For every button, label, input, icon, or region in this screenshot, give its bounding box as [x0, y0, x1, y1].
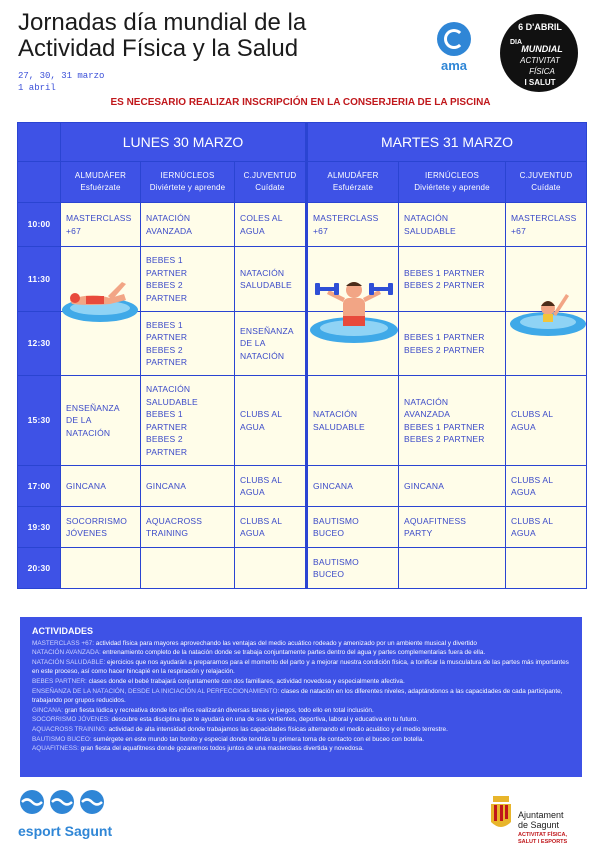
schedule-table	[17, 122, 587, 589]
world-day-badge	[496, 8, 582, 94]
activity-description: clases donde el bebé trabajará conjuntamente con dos familiares, actividad novedosa y especialmente afectiva.	[86, 677, 405, 685]
schedule-cell: CLUBS AL AGUA	[506, 466, 587, 507]
schedule-cell: GINCANA	[141, 466, 235, 507]
activity-term: SOCORRISMO JÓVENES:	[32, 716, 110, 724]
schedule-cell: BAUTISMO BUCEO	[307, 507, 399, 548]
corner-cell	[18, 162, 61, 203]
activity-item	[32, 677, 570, 687]
badge-line-1: 6 D'ABRIL	[518, 22, 562, 32]
activity-description: clases de natación en los diferentes niveles, adaptándonos a las capacidades de cada participante, trabajando por grupos reducidos.	[32, 687, 563, 705]
venue-header	[61, 162, 141, 203]
ajuntament-name	[518, 810, 564, 830]
schedule-cell	[61, 548, 141, 589]
time-slot: 20:30	[18, 548, 61, 589]
activity-term: BAUTISMO BUCEO:	[32, 735, 92, 743]
time-slot: 11:30	[18, 247, 61, 312]
schedule-cell: CLUBS AL AGUA	[235, 376, 307, 466]
activity-item	[32, 715, 570, 725]
venue-tagline: Esfuérzate	[80, 183, 121, 192]
schedule-row	[18, 376, 587, 466]
schedule-cell: BEBES 1 PARTNER BEBES 2 PARTNER	[399, 247, 506, 312]
time-slot: 10:00	[18, 203, 61, 247]
event-dates	[18, 70, 104, 94]
venue-name: C.JUVENTUD	[243, 171, 297, 180]
activity-description: descubre esta disciplina que te ayudará en una de sus vertientes, deportiva, laboral y educativa en tu futuro.	[109, 716, 419, 724]
schedule-cell: GINCANA	[399, 466, 506, 507]
schedule-cell	[61, 312, 141, 376]
badge-line-4: ACTIVITAT	[520, 56, 560, 65]
schedule-cell: NATACIÓN AVANZADA	[141, 203, 235, 247]
time-slot: 12:30	[18, 312, 61, 376]
esport-label: esport Sagunt	[18, 823, 113, 839]
schedule-cell	[506, 312, 587, 376]
ajuntament-line-1: Ajuntament	[518, 810, 564, 820]
schedule-cell: CLUBS AL AGUA	[506, 376, 587, 466]
ajuntament-sub-1: ACTIVITAT FÍSICA,	[518, 832, 567, 838]
badge-line-6: I SALUT	[524, 78, 556, 87]
schedule-cell	[141, 548, 235, 589]
schedule-cell: COLES AL AGUA	[235, 203, 307, 247]
ajuntament-sub-2: SALUT I ESPORTS	[518, 838, 568, 845]
dates-line-2: 1 abril	[18, 83, 56, 93]
activity-term: AQUAFITNESS:	[32, 745, 79, 753]
venue-header	[141, 162, 235, 203]
day-header-monday: LUNES 30 MARZO	[61, 123, 307, 162]
activities-list	[32, 639, 570, 754]
venue-header	[506, 162, 587, 203]
schedule-cell: MASTERCLASS +67	[307, 203, 399, 247]
schedule-cell: NATACIÓN SALUDABLE	[235, 247, 307, 312]
registration-notice: ES NECESARIO REALIZAR INSCRIPCIÓN EN LA CONSERJERIA DE LA PISCINA	[110, 97, 491, 108]
schedule-cell: NATACIÓN SALUDABLE	[307, 376, 399, 466]
ajuntament-line-2: de Sagunt	[518, 820, 560, 830]
schedule-cell: NATACIÓN SALUDABLE BEBES 1 PARTNER BEBES 2 PARTNER	[141, 376, 235, 466]
activity-term: NATACIÓN SALUDABLE:	[32, 658, 106, 666]
schedule-cell: MASTERCLASS +67	[506, 203, 587, 247]
ama-label: ama	[440, 58, 468, 73]
schedule-cell: AQUACROSS TRAINING	[141, 507, 235, 548]
schedule-cell: MASTERCLASS +67	[61, 203, 141, 247]
dates-line-1: 27, 30, 31 marzo	[18, 71, 105, 81]
schedule-cell	[506, 548, 587, 589]
schedule-cell: ENSEÑANZA DE LA NATACIÓN	[61, 376, 141, 466]
schedule-row	[18, 548, 587, 589]
venue-tagline: Diviértete y aprende	[149, 183, 226, 192]
time-slot: 17:00	[18, 466, 61, 507]
schedule-cell	[506, 247, 587, 312]
activity-term: AQUACROSS TRAINING:	[32, 725, 107, 733]
page-title	[18, 10, 306, 62]
ama-logo	[434, 22, 474, 73]
activity-item	[32, 648, 570, 658]
schedule-cell: BEBES 1 PARTNER BEBES 2 PARTNER	[141, 247, 235, 312]
activity-item	[32, 725, 570, 735]
schedule-cell: GINCANA	[61, 466, 141, 507]
schedule-cell: BAUTISMO BUCEO	[307, 548, 399, 589]
activity-item	[32, 735, 570, 745]
corner-cell	[18, 123, 61, 162]
ama-wave-icon	[437, 22, 471, 56]
venue-tagline: Esfuérzate	[332, 183, 374, 192]
schedule-cell: GINCANA	[307, 466, 399, 507]
schedule-cell	[61, 247, 141, 312]
venue-name: IERNÚCLEOS	[160, 171, 215, 180]
activity-item	[32, 706, 570, 716]
activity-description: gran fiesta del aquafitness donde gozaremos todos juntos de una masterclass divertida y novedosa.	[78, 745, 364, 753]
schedule-cell: ENSEÑANZA DE LA NATACIÓN	[235, 312, 307, 376]
schedule-cell: BEBES 1 PARTNER BEBES 2 PARTNER	[141, 312, 235, 376]
activity-term: GINCANA:	[32, 706, 63, 714]
schedule-cell: AQUAFITNESS PARTY	[399, 507, 506, 548]
activities-heading: ACTIVIDADES	[32, 626, 94, 636]
activity-description: ejercicios que nos ayudarán a prepararnos para el momento del parto y a mejorar nuestra condición física, a tonificar la musculatura de las partes más importantes en este proceso, así como hacer hincapié en la respiración y relajación.	[32, 658, 569, 676]
venue-tagline: Cuídate	[255, 183, 285, 192]
venue-header	[307, 162, 399, 203]
title-line-2: Actividad Física y la Salud	[18, 35, 299, 62]
schedule-cell: CLUBS AL AGUA	[235, 466, 307, 507]
coat-of-arms-icon	[488, 792, 514, 840]
venue-row	[18, 162, 587, 203]
venue-name: ALMUDÁFER	[74, 171, 127, 180]
venue-header	[235, 162, 307, 203]
schedule-row	[18, 466, 587, 507]
activity-description: sumérgete en este mundo tan bonito y especial donde tendrás tu primera toma de contacto con el buceo con botella.	[91, 735, 425, 743]
activity-description: entrenamiento completo de la natación donde se trabaja conjuntamente partes dentro del agua y partes complementarias fuera de ella.	[100, 649, 486, 657]
schedule-cell: SOCORRISMO JÓVENES	[61, 507, 141, 548]
schedule-cell	[235, 548, 307, 589]
ajuntament-department	[518, 832, 567, 845]
title-line-1: Jornadas día mundial de la	[18, 9, 307, 36]
schedule-cell	[399, 548, 506, 589]
schedule-cell	[307, 312, 399, 376]
schedule-cell	[307, 247, 399, 312]
day-header-tuesday: MARTES 31 MARZO	[307, 123, 587, 162]
venue-name: C.JUVENTUD	[519, 171, 573, 180]
schedule-cell: NATACIÓN SALUDABLE	[399, 203, 506, 247]
schedule-row	[18, 247, 587, 312]
venue-name: ALMUDÁFER	[327, 171, 379, 180]
schedule-row	[18, 203, 587, 247]
venue-header	[399, 162, 506, 203]
badge-line-2: DIA	[510, 39, 523, 46]
activity-term: BEBES PARTNER:	[32, 677, 87, 685]
venue-tagline: Cuídate	[531, 183, 561, 192]
activity-term: MASTERCLASS +67:	[32, 639, 94, 647]
schedule-cell: CLUBS AL AGUA	[235, 507, 307, 548]
schedule-row	[18, 312, 587, 376]
activities-box	[20, 617, 582, 777]
time-slot: 15:30	[18, 376, 61, 466]
activity-item	[32, 658, 570, 677]
esport-sagunt-logo	[18, 788, 128, 839]
schedule-cell: BEBES 1 PARTNER BEBES 2 PARTNER	[399, 312, 506, 376]
time-slot: 19:30	[18, 507, 61, 548]
activity-item	[32, 639, 570, 649]
activity-description: actividad de alta intensidad donde trabajamos las capacidades físicas alternando el medio acuático y el medio terrestre.	[106, 725, 448, 733]
venue-tagline: Diviértete y aprende	[414, 183, 490, 192]
activity-item	[32, 687, 570, 706]
activity-description: gran fiesta lúdica y recreativa donde los niños realizarán diversas tareas y juegos, todo ello en total inclusión.	[62, 706, 374, 714]
activity-term: NATACIÓN AVANZADA:	[32, 649, 101, 657]
schedule-row	[18, 507, 587, 548]
activity-description: actividad física para mayores aprovechando las ventajas del medio acuático rodeado y amenizado por un ambiente musical y divertido	[93, 639, 477, 647]
schedule-cell: CLUBS AL AGUA	[506, 507, 587, 548]
activity-term: ENSEÑANZA DE LA NATACIÓN, DESDE LA INICIACIÓN AL PERFECCIONAMIENTO:	[32, 687, 280, 695]
badge-line-3: MUNDIAL	[521, 44, 563, 54]
activity-item	[32, 744, 570, 754]
venue-name: IERNÚCLEOS	[424, 171, 479, 180]
schedule-cell: NATACIÓN AVANZADA BEBES 1 PARTNER BEBES 2 PARTNER	[399, 376, 506, 466]
esport-waves-icon	[18, 788, 118, 816]
badge-line-5: FÍSICA	[529, 67, 555, 76]
